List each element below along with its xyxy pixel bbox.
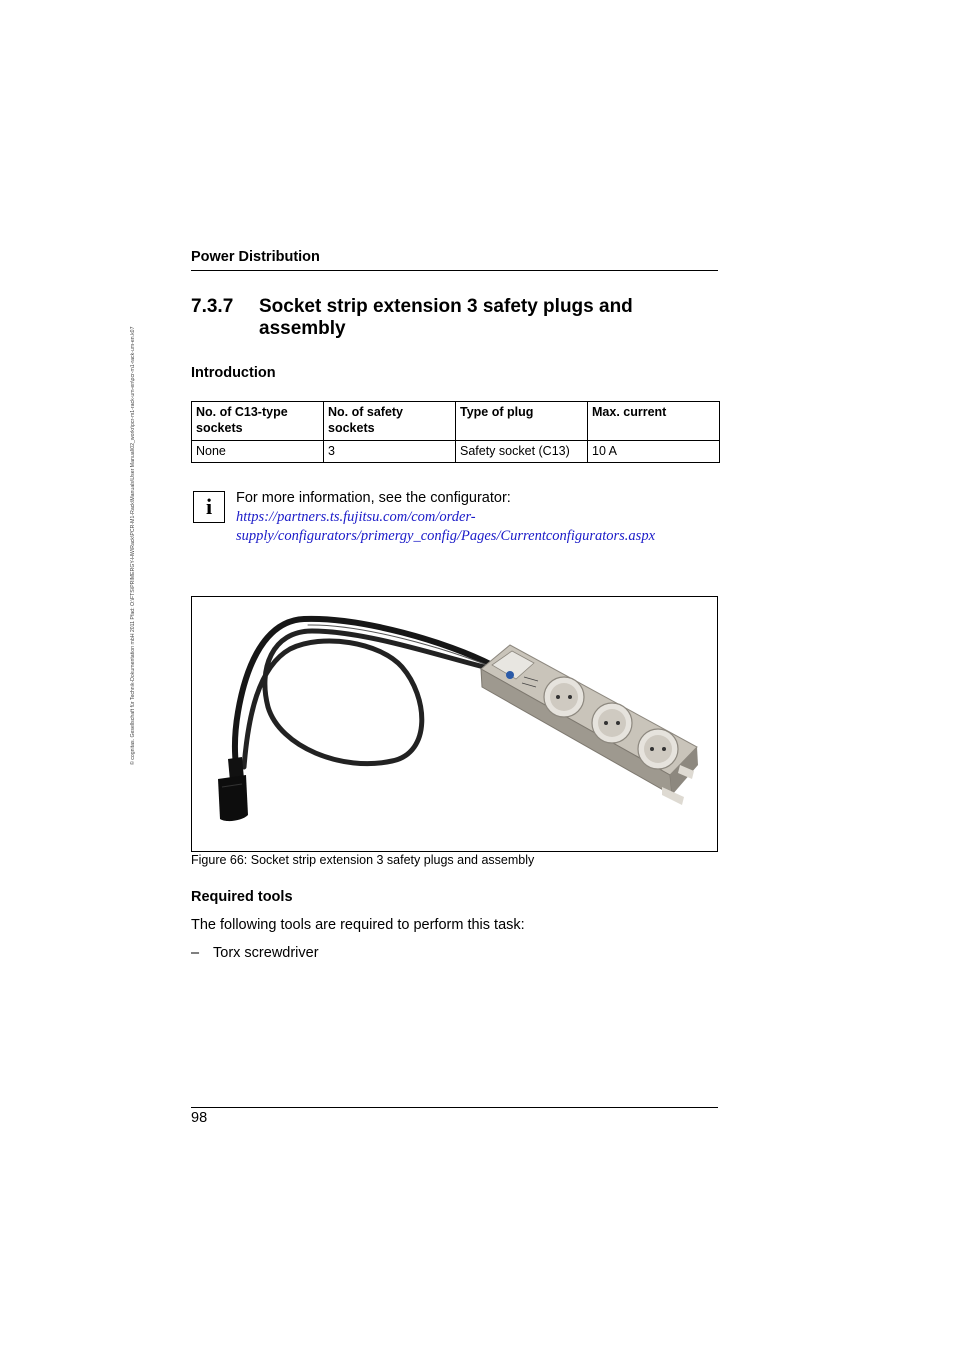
safety-socket [544,677,584,717]
table-cell: Safety socket (C13) [456,441,588,463]
required-tools-intro: The following tools are required to perform this task: [191,917,525,933]
footer-rule [191,1107,718,1108]
list-item [191,945,319,961]
figure-frame [191,596,718,852]
required-tools-heading: Required tools [191,889,293,905]
safety-socket [592,703,632,743]
side-note [118,245,136,765]
configurator-link-line1: https://partners.ts.fujitsu.com/com/order- [236,509,476,525]
section-number: 7.3.7 [191,296,234,317]
table-header-cell: Max. current [588,402,720,441]
table-cell: 10 A [588,441,720,463]
introduction-heading: Introduction [191,365,276,381]
configurator-link-line2: supply/configurators/primergy_config/Pages/Currentconfigurators.aspx [236,528,656,544]
info-text: For more information, see the configurator: [236,490,511,506]
spec-table [191,401,720,463]
table-row [192,441,720,463]
info-icon: i [193,491,225,523]
table-header-row [192,402,720,441]
list-item-text: Torx screwdriver [213,945,319,961]
list-dash: – [191,945,200,961]
table-header-cell: No. of safety sockets [324,402,456,441]
figure-caption: Figure 66: Socket strip extension 3 safety plugs and assembly [191,853,535,867]
table-cell: None [192,441,324,463]
table-header-cell: Type of plug [456,402,588,441]
configurator-link[interactable] [236,508,706,546]
power-cable [235,619,492,785]
socket-strip [481,645,698,805]
section-title: Socket strip extension 3 safety plugs and assembly [259,296,633,339]
socket-strip-illustration [192,597,719,853]
running-header: Power Distribution [191,249,320,265]
safety-socket [638,729,678,769]
page-number: 98 [191,1110,208,1126]
table-header-cell: No. of C13-type sockets [192,402,324,441]
table-cell: 3 [324,441,456,463]
header-rule [191,270,718,271]
side-note-text: © cognitas. Gesellschaft für Technik-Dokumentation mbH 2011 Pfad: O:\FTS\PRIMERGY-HW\Rack\PCR-M1-Rack\Manuals\User Manual\02_workr\pcr-m1-rack-um-en\pcr-m1-rack-um-en.k07 [130,326,136,765]
